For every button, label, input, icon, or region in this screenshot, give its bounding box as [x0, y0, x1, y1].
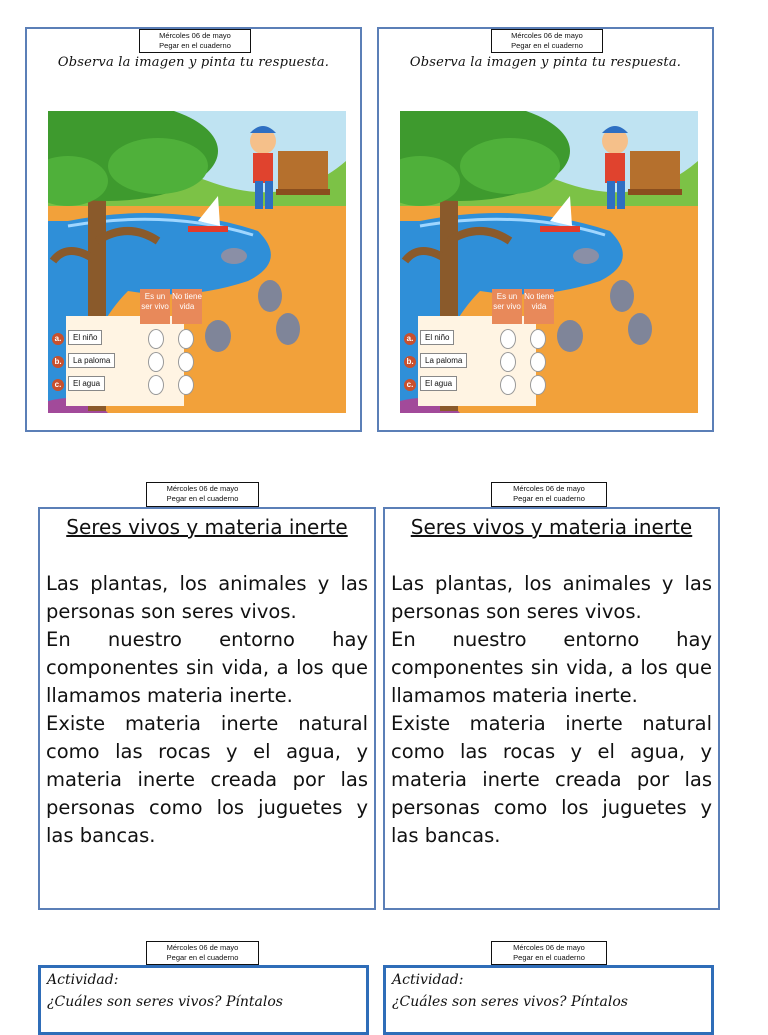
table-header-not-alive: No tiene vida: [524, 289, 554, 324]
activity-heading: Actividad:: [47, 972, 119, 988]
tag-date: Mércoles 06 de mayo: [513, 484, 585, 493]
card-body: [46, 570, 368, 850]
tag-date: Mércoles 06 de mayo: [166, 484, 239, 493]
card-title: Seres vivos y materia inerte: [410, 515, 693, 539]
row-letter: a.: [52, 333, 64, 345]
answer-oval[interactable]: [148, 329, 164, 349]
text-card-left: [38, 507, 376, 910]
picture-card-left: [25, 27, 362, 432]
paragraph: En nuestro entorno hay componentes sin vida, a los que llamamos materia inerte.: [46, 628, 368, 707]
tag-date: Mércoles 06 de mayo: [511, 31, 583, 40]
date-tag: [491, 482, 607, 507]
paragraph: Existe materia inerte natural como las rocas y el agua, y materia inerte creada por las personas como los juguetes y las bancas.: [391, 712, 712, 847]
activity-card-left: [38, 965, 369, 1035]
card-title: Seres vivos y materia inerte: [66, 515, 348, 539]
instruction: Observa la imagen y pinta tu respuesta.: [409, 55, 682, 70]
instruction: Observa la imagen y pinta tu respuesta.: [57, 55, 330, 70]
row-letter: a.: [404, 333, 416, 345]
table-header-not-alive: No tiene vida: [172, 289, 202, 324]
paragraph: Existe materia inerte natural como las rocas y el agua, y materia inerte creada por las personas como los juguetes y las bancas.: [46, 712, 368, 847]
activity-card-right: [383, 965, 714, 1035]
tag-note: Pegar en el cuaderno: [166, 953, 239, 962]
answer-oval[interactable]: [500, 375, 516, 395]
activity-question: ¿Cuáles son seres vivos? Píntalos: [47, 994, 283, 1010]
tag-note: Pegar en el cuaderno: [513, 953, 585, 962]
date-tag: [139, 29, 251, 53]
date-tag: [491, 29, 603, 53]
card-body: [391, 570, 712, 850]
row-letter: b.: [52, 356, 64, 368]
table-header-alive: Es un ser vivo: [492, 289, 522, 324]
tag-date: Mércoles 06 de mayo: [166, 943, 239, 952]
tag-date: Mércoles 06 de mayo: [159, 31, 231, 40]
tag-note: Pegar en el cuaderno: [511, 41, 583, 50]
answer-oval[interactable]: [148, 375, 164, 395]
tag-note: Pegar en el cuaderno: [166, 494, 239, 503]
answer-oval[interactable]: [178, 329, 194, 349]
answer-oval[interactable]: [530, 375, 546, 395]
tag-date: Mércoles 06 de mayo: [513, 943, 585, 952]
park-illustration: [48, 111, 346, 413]
row-label: El niño: [68, 330, 102, 345]
answer-oval[interactable]: [500, 352, 516, 372]
paragraph: Las plantas, los animales y las personas son seres vivos.: [391, 572, 712, 623]
row-letter: b.: [404, 356, 416, 368]
table-header-alive: Es un ser vivo: [140, 289, 170, 324]
row-letter: c.: [52, 379, 64, 391]
row-label: El niño: [420, 330, 454, 345]
park-illustration: [400, 111, 698, 413]
date-tag: [146, 482, 259, 507]
answer-oval[interactable]: [178, 375, 194, 395]
paragraph: En nuestro entorno hay componentes sin vida, a los que llamamos materia inerte.: [391, 628, 712, 707]
date-tag: [491, 941, 607, 965]
answer-oval[interactable]: [530, 352, 546, 372]
answer-oval[interactable]: [178, 352, 194, 372]
activity-heading: Actividad:: [392, 972, 464, 988]
row-letter: c.: [404, 379, 416, 391]
paragraph: Las plantas, los animales y las personas son seres vivos.: [46, 572, 368, 623]
answer-oval[interactable]: [148, 352, 164, 372]
activity-question: ¿Cuáles son seres vivos? Píntalos: [392, 994, 628, 1010]
tag-note: Pegar en el cuaderno: [513, 494, 585, 503]
row-label: La paloma: [420, 353, 467, 368]
tag-note: Pegar en el cuaderno: [159, 41, 231, 50]
picture-card-right: [377, 27, 714, 432]
row-label: El agua: [420, 376, 457, 391]
row-label: La paloma: [68, 353, 115, 368]
row-label: El agua: [68, 376, 105, 391]
answer-oval[interactable]: [500, 329, 516, 349]
text-card-right: [383, 507, 720, 910]
date-tag: [146, 941, 259, 965]
answer-oval[interactable]: [530, 329, 546, 349]
